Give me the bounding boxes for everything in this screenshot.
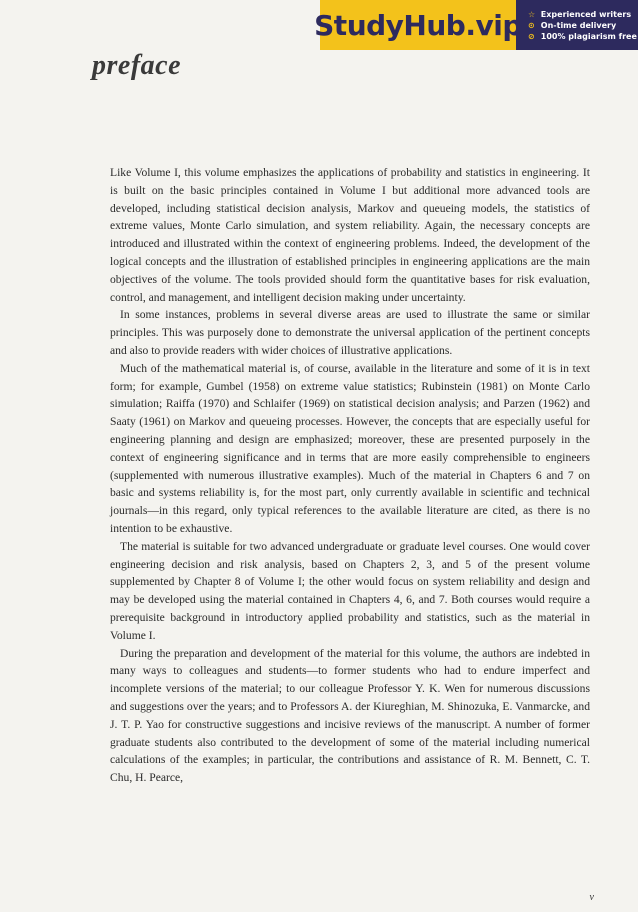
brand-logo[interactable] [314,0,522,50]
feature-item [528,10,638,19]
page-number: v [589,892,594,903]
paragraph: Much of the mathematical material is, of course, available in the literature and some of it is in text form; for example, Gumbel (1958) on extreme value statistics; Rubinstein (1981) on Monte Carlo simulation; Raiffa (1970) and Schlaifer (1969) on statistical decision analysis; and Parzen (1962) and Saaty (1961) on Markov and queueing processes. However, the concepts that are especially useful for engineering planning and design are emphasized; moreover, these are presented purposely in the context of engineering significance and in terms that are more easily comprehensible to engineers (supplemented with numerous illustrative examples). Much of the material in Chapters 6 and 7 on basic and systems reliability is, for the most part, only currently available in scientific and technical journals—in this regard, only typical references to the available literature are cited, as there is no intention to be exhaustive. [110,361,590,535]
page-title: preface [92,50,182,81]
clock-icon: ⊙ [528,20,535,30]
feature-list [516,0,638,50]
paragraph: During the preparation and development of the material for this volume, the authors are indebted in many ways to colleagues and students—to former students who had to endure imperfect and incomplete versions of the material; to our colleague Professor Y. K. Wen for numerous discussions and suggestions over the years; and to Professors A. der Kiureghian, M. Shinozuka, E. Vanmarcke, and J. T. P. Yao for constructive suggestions and incisive reviews of the manuscript. A number of former graduate students also contributed to the development of some of the material including numerical calculations of the examples; in particular, the contributions and assistance of R. M. Bennett, C. T. Chu, H. Pearce, [110,646,590,785]
feature-item [528,32,638,41]
paragraph: The material is suitable for two advanced undergraduate or graduate level courses. One would cover engineering decision and risk analysis, based on Chapters 2, 3, and 5 of the present volume supplemented by Chapter 8 of Volume I; the other would focus on system reliability and design and may be developed using the material contained in Chapters 4, 6, and 7. Both courses would require a prerequisite background in introductory applied probability and statistics, such as the material in Volume I. [110,539,590,642]
brand-name: StudyHub.vip [314,8,522,42]
feature-text: 100% plagiarism free [540,31,637,41]
feature-text: On-time delivery [540,20,617,30]
feature-text: Experienced writers [540,9,632,19]
paragraph: Like Volume I, this volume emphasizes the applications of probability and statistics in engineering. It is built on the basic principles contained in Volume I but additional more advanced tools are developed, including statistical decision analysis, Markov and queueing models, the statistics of extreme values, Monte Carlo simulation, and system reliability. Again, the necessary concepts are introduced and illustrated within the context of engineering problems. Indeed, the development of the logical concepts and the illustration of established principles in engineering applications are the main objectives of the volume. The tools provided should form the quantitative bases for risk evaluation, control, and management, and intelligent decision making under uncertainty. [110,166,590,304]
paragraph: In some instances, problems in several diverse areas are used to illustrate the same or similar principles. This was purposely done to demonstrate the universal application of the pertinent concepts and also to provide readers with wider choices of illustrative applications. [110,308,590,357]
shield-icon: ⊘ [528,31,535,41]
star-icon: ☆ [528,9,536,19]
feature-item [528,21,638,30]
ad-banner[interactable] [314,0,638,50]
preface-body [110,164,590,787]
